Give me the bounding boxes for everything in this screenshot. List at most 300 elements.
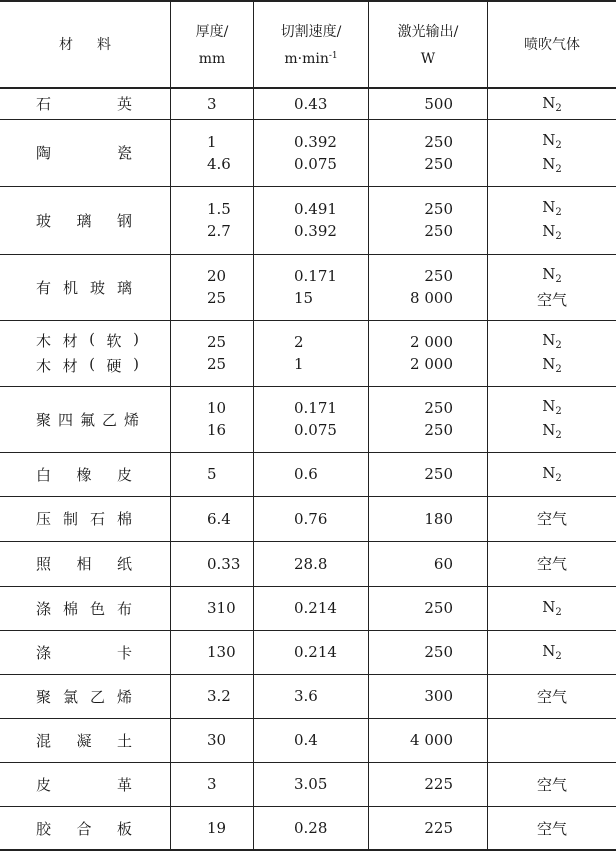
table-row bbox=[0, 586, 616, 630]
gas-lines bbox=[542, 397, 562, 441]
speed-cell bbox=[254, 806, 368, 850]
speed-cell-lines bbox=[254, 465, 318, 483]
thickness-value: 3.2 bbox=[207, 687, 231, 705]
material-char: 涤 bbox=[36, 643, 52, 662]
power-cell-lines bbox=[424, 95, 487, 113]
speed-cell bbox=[254, 320, 368, 386]
material-char: 卡 bbox=[116, 643, 132, 662]
power-cell bbox=[369, 88, 487, 119]
material-char: 皮 bbox=[116, 465, 132, 484]
gas-symbol: N bbox=[542, 264, 556, 283]
speed-cell-lines bbox=[254, 133, 337, 173]
gas-subscript: 2 bbox=[555, 473, 562, 484]
material-cell bbox=[0, 254, 170, 320]
row-divider bbox=[0, 630, 616, 631]
gas-subscript: 2 bbox=[555, 607, 562, 618]
material-name bbox=[36, 464, 132, 485]
thickness-cell bbox=[171, 496, 253, 541]
power-value: 60 bbox=[433, 554, 453, 573]
speed-value: 1 bbox=[294, 355, 304, 373]
speed-value: 0.6 bbox=[294, 465, 318, 483]
speed-value: 2 bbox=[294, 333, 304, 351]
gas-cell bbox=[488, 186, 616, 254]
material-lines bbox=[0, 210, 132, 231]
speed-cell-lines bbox=[254, 267, 337, 307]
gas-value bbox=[537, 686, 567, 707]
material-char: 机 bbox=[62, 278, 78, 297]
material-char: 有 bbox=[36, 278, 52, 297]
speed-cell-lines bbox=[254, 775, 327, 793]
power-cell-lines bbox=[434, 555, 487, 573]
thickness-value: 0.33 bbox=[207, 554, 241, 573]
material-name bbox=[36, 409, 139, 430]
gas-subscript: 2 bbox=[555, 340, 562, 351]
speed-value: 0.075 bbox=[294, 421, 337, 439]
gas-subscript: 2 bbox=[555, 651, 562, 662]
power-value: 250 bbox=[424, 200, 453, 218]
thickness-value: 1 bbox=[207, 132, 217, 151]
gas-symbol: 空气 bbox=[536, 775, 567, 794]
gas-lines bbox=[542, 331, 562, 375]
header-power: 激光输出/ W bbox=[397, 24, 459, 67]
gas-symbol: 空气 bbox=[536, 290, 567, 309]
material-char: 石 bbox=[36, 95, 52, 113]
thickness-value: 3 bbox=[207, 775, 217, 793]
thickness-cell-lines bbox=[171, 555, 240, 573]
thickness-cell-lines bbox=[171, 599, 236, 617]
power-value: 8 000 bbox=[410, 289, 453, 307]
material-char: 胶 bbox=[36, 819, 52, 838]
material-char: 皮 bbox=[36, 775, 52, 794]
material-lines bbox=[0, 508, 132, 529]
material-char: ( bbox=[89, 355, 95, 373]
gas-lines bbox=[537, 265, 567, 310]
power-cell-lines bbox=[424, 510, 487, 528]
gas-symbol: N bbox=[542, 93, 556, 112]
power-cell bbox=[369, 119, 487, 186]
power-value: 225 bbox=[424, 819, 453, 837]
material-cell bbox=[0, 762, 170, 806]
gas-subscript: 2 bbox=[555, 207, 562, 218]
material-cell bbox=[0, 386, 170, 452]
gas-symbol: 空气 bbox=[536, 555, 567, 573]
gas-symbol: N bbox=[542, 130, 556, 149]
gas-lines bbox=[542, 131, 562, 175]
thickness-cell-lines bbox=[171, 643, 236, 661]
gas-symbol: N bbox=[542, 331, 556, 349]
speed-value: 3.05 bbox=[294, 775, 328, 793]
material-char: ) bbox=[133, 330, 139, 348]
speed-cell bbox=[254, 630, 368, 674]
power-value: 2 000 bbox=[410, 355, 453, 373]
speed-cell bbox=[254, 496, 368, 541]
material-char: 璃 bbox=[76, 211, 92, 230]
material-char: 板 bbox=[116, 819, 132, 838]
material-char: 橡 bbox=[76, 465, 92, 484]
speed-cell bbox=[254, 386, 368, 452]
speed-cell-lines bbox=[254, 643, 337, 661]
speed-cell bbox=[254, 674, 368, 718]
thickness-value: 30 bbox=[207, 731, 227, 749]
material-char: 聚 bbox=[36, 687, 52, 706]
gas-lines bbox=[542, 642, 562, 662]
power-cell bbox=[369, 320, 487, 386]
thickness-cell bbox=[171, 806, 253, 850]
speed-cell bbox=[254, 586, 368, 630]
table-row bbox=[0, 88, 616, 119]
material-lines bbox=[0, 142, 132, 163]
gas-cell bbox=[488, 386, 616, 452]
gas-cell bbox=[488, 496, 616, 541]
gas-symbol: N bbox=[542, 198, 556, 216]
power-cell bbox=[369, 806, 487, 850]
thickness-cell bbox=[171, 88, 253, 119]
power-cell bbox=[369, 541, 487, 586]
table-row bbox=[0, 541, 616, 586]
thickness-cell bbox=[171, 452, 253, 496]
column-divider bbox=[368, 0, 369, 851]
power-cell-lines bbox=[424, 643, 487, 661]
material-char: 白 bbox=[36, 465, 52, 484]
gas-value bbox=[537, 774, 567, 795]
table-row bbox=[0, 254, 616, 320]
material-lines bbox=[0, 330, 139, 376]
gas-cell bbox=[488, 452, 616, 496]
thickness-cell bbox=[171, 119, 253, 186]
power-cell bbox=[369, 630, 487, 674]
material-cell bbox=[0, 674, 170, 718]
material-char: 色 bbox=[89, 599, 105, 618]
thickness-cell-lines bbox=[171, 510, 231, 528]
material-name bbox=[36, 210, 132, 231]
power-cell bbox=[369, 254, 487, 320]
power-value: 500 bbox=[424, 94, 453, 113]
gas-value bbox=[542, 642, 562, 662]
gas-cell bbox=[488, 254, 616, 320]
power-cell-lines bbox=[424, 399, 487, 439]
header-material: 材料 bbox=[59, 37, 135, 53]
material-char: 混 bbox=[36, 731, 52, 750]
material-char: 烯 bbox=[116, 687, 132, 706]
thickness-cell bbox=[171, 320, 253, 386]
row-divider bbox=[0, 718, 616, 719]
material-lines bbox=[0, 730, 132, 751]
material-cell bbox=[0, 320, 170, 386]
material-cell bbox=[0, 496, 170, 541]
material-char: 玻 bbox=[36, 211, 52, 230]
header-gas: 喷吹气体 bbox=[524, 37, 580, 53]
gas-lines bbox=[537, 686, 567, 707]
gas-value bbox=[542, 397, 562, 417]
material-lines bbox=[0, 598, 132, 619]
speed-cell-lines bbox=[254, 555, 327, 573]
gas-cell bbox=[488, 320, 616, 386]
speed-cell-lines bbox=[254, 687, 318, 705]
thickness-cell-lines bbox=[171, 333, 226, 373]
thickness-cell bbox=[171, 254, 253, 320]
speed-cell-lines bbox=[254, 200, 337, 240]
gas-cell bbox=[488, 762, 616, 806]
thickness-cell bbox=[171, 541, 253, 586]
speed-cell-lines bbox=[254, 731, 318, 749]
material-char: 棉 bbox=[116, 510, 132, 528]
thickness-cell-lines bbox=[171, 95, 217, 113]
material-cell bbox=[0, 718, 170, 762]
thickness-value: 2.7 bbox=[207, 222, 231, 240]
power-cell bbox=[369, 674, 487, 718]
thickness-value: 10 bbox=[207, 399, 227, 417]
gas-subscript: 2 bbox=[555, 430, 562, 441]
power-cell-lines bbox=[424, 133, 487, 173]
speed-cell bbox=[254, 452, 368, 496]
material-lines bbox=[0, 277, 132, 298]
gas-subscript: 2 bbox=[555, 102, 562, 114]
gas-symbol: N bbox=[542, 642, 556, 660]
power-cell-lines bbox=[410, 333, 487, 373]
thickness-cell bbox=[171, 630, 253, 674]
gas-value bbox=[542, 222, 562, 242]
material-cell bbox=[0, 186, 170, 254]
power-cell-lines bbox=[424, 465, 487, 483]
gas-cell bbox=[488, 806, 616, 850]
material-name bbox=[36, 774, 132, 795]
material-char: 石 bbox=[89, 510, 105, 528]
thickness-cell-lines bbox=[171, 819, 226, 837]
material-char: 玻 bbox=[89, 278, 105, 297]
material-name bbox=[36, 553, 132, 574]
speed-cell-lines bbox=[254, 95, 327, 113]
gas-lines bbox=[542, 94, 562, 114]
table-row bbox=[0, 119, 616, 186]
material-name bbox=[36, 598, 132, 619]
thickness-cell bbox=[171, 674, 253, 718]
material-lines bbox=[0, 553, 132, 574]
row-divider bbox=[0, 586, 616, 587]
power-value: 250 bbox=[424, 599, 453, 617]
thickness-value: 25 bbox=[207, 355, 227, 373]
power-value: 250 bbox=[424, 399, 453, 417]
thickness-cell-lines bbox=[171, 133, 231, 173]
speed-cell bbox=[254, 254, 368, 320]
gas-value bbox=[537, 553, 567, 574]
column-divider bbox=[487, 0, 488, 851]
gas-lines bbox=[542, 198, 562, 242]
material-char: 制 bbox=[62, 510, 78, 528]
table-row bbox=[0, 386, 616, 452]
thickness-value: 20 bbox=[207, 267, 227, 285]
power-cell-lines bbox=[410, 731, 487, 749]
material-char: 布 bbox=[116, 599, 132, 618]
material-char: 涤 bbox=[36, 599, 52, 618]
gas-lines bbox=[537, 553, 567, 574]
power-cell-lines bbox=[424, 775, 487, 793]
gas-value bbox=[542, 94, 562, 114]
gas-lines bbox=[542, 598, 562, 618]
material-char: 四 bbox=[57, 410, 73, 429]
gas-value bbox=[537, 818, 567, 839]
material-cell bbox=[0, 586, 170, 630]
power-value: 300 bbox=[424, 687, 453, 705]
power-cell-lines bbox=[424, 819, 487, 837]
material-name bbox=[36, 142, 132, 163]
material-char: 陶 bbox=[36, 144, 52, 162]
material-name bbox=[36, 277, 132, 298]
thickness-cell bbox=[171, 586, 253, 630]
material-char: 革 bbox=[116, 775, 132, 794]
material-char: 压 bbox=[36, 510, 52, 528]
gas-cell bbox=[488, 630, 616, 674]
table-row bbox=[0, 806, 616, 850]
speed-value: 0.392 bbox=[294, 222, 337, 240]
gas-symbol: N bbox=[542, 464, 556, 482]
thickness-value: 1.5 bbox=[207, 200, 231, 218]
gas-symbol: N bbox=[542, 421, 556, 439]
material-char: 纸 bbox=[116, 555, 132, 573]
gas-value bbox=[537, 508, 567, 529]
speed-value: 0.28 bbox=[294, 819, 328, 837]
material-char: 聚 bbox=[36, 410, 52, 429]
material-char: 土 bbox=[116, 731, 132, 750]
speed-cell bbox=[254, 119, 368, 186]
material-char: 硬 bbox=[106, 357, 122, 375]
row-divider bbox=[0, 186, 616, 187]
material-char: 材 bbox=[62, 332, 78, 350]
speed-cell-lines bbox=[254, 819, 327, 837]
material-lines bbox=[0, 464, 132, 485]
speed-cell-lines bbox=[254, 399, 337, 439]
power-cell-lines bbox=[410, 267, 487, 307]
material-char: 璃 bbox=[116, 278, 132, 297]
speed-cell bbox=[254, 718, 368, 762]
table-row bbox=[0, 320, 616, 386]
power-value: 250 bbox=[424, 154, 453, 173]
gas-value bbox=[542, 421, 562, 441]
speed-value: 3.6 bbox=[294, 687, 318, 705]
material-name bbox=[36, 330, 139, 351]
material-char: 钢 bbox=[116, 211, 132, 230]
power-value: 250 bbox=[424, 465, 453, 483]
material-char: ) bbox=[133, 355, 139, 373]
material-char: 氯 bbox=[62, 687, 78, 706]
gas-value bbox=[542, 331, 562, 351]
table-row bbox=[0, 496, 616, 541]
thickness-cell-lines bbox=[171, 731, 226, 749]
material-lines bbox=[0, 686, 132, 707]
gas-cell bbox=[488, 88, 616, 119]
material-cell bbox=[0, 119, 170, 186]
table-row bbox=[0, 186, 616, 254]
speed-cell bbox=[254, 541, 368, 586]
thickness-cell bbox=[171, 186, 253, 254]
gas-cell bbox=[488, 119, 616, 186]
gas-symbol: N bbox=[542, 598, 556, 616]
thickness-value: 4.6 bbox=[207, 154, 231, 173]
material-char: 材 bbox=[62, 357, 78, 375]
material-name bbox=[36, 818, 132, 839]
gas-value bbox=[542, 155, 562, 175]
power-cell bbox=[369, 762, 487, 806]
material-char: 照 bbox=[36, 555, 52, 573]
thickness-cell bbox=[171, 718, 253, 762]
speed-value: 0.214 bbox=[294, 599, 337, 617]
speed-value: 0.075 bbox=[294, 154, 337, 173]
gas-subscript: 2 bbox=[555, 139, 562, 151]
table-row bbox=[0, 718, 616, 762]
speed-cell-lines bbox=[254, 599, 337, 617]
row-divider bbox=[0, 762, 616, 763]
material-char: 木 bbox=[36, 332, 52, 350]
gas-cell bbox=[488, 718, 616, 762]
row-divider bbox=[0, 806, 616, 807]
thickness-value: 310 bbox=[207, 599, 236, 617]
thickness-cell-lines bbox=[171, 200, 231, 240]
thickness-value: 19 bbox=[207, 819, 227, 837]
gas-value bbox=[542, 355, 562, 375]
thickness-value: 130 bbox=[207, 643, 236, 661]
material-cell bbox=[0, 630, 170, 674]
power-cell bbox=[369, 586, 487, 630]
power-cell-lines bbox=[424, 200, 487, 240]
material-lines bbox=[0, 774, 132, 795]
material-char: 乙 bbox=[101, 410, 117, 429]
gas-subscript: 2 bbox=[555, 163, 562, 175]
gas-cell bbox=[488, 674, 616, 718]
gas-symbol: 空气 bbox=[536, 819, 567, 838]
material-name bbox=[36, 730, 132, 751]
header-speed: 切割速度/ $m\cdot\min^{-1}$ bbox=[280, 24, 342, 67]
power-value: 250 bbox=[424, 222, 453, 240]
power-cell-lines bbox=[424, 599, 487, 617]
thickness-value: 3 bbox=[207, 94, 217, 113]
gas-value bbox=[537, 265, 567, 285]
speed-value: 0.4 bbox=[294, 731, 318, 749]
power-value: 2 000 bbox=[410, 333, 453, 351]
speed-value: 0.392 bbox=[294, 132, 337, 151]
material-name bbox=[36, 642, 132, 663]
material-char: 木 bbox=[36, 357, 52, 375]
gas-symbol: N bbox=[542, 397, 556, 415]
gas-symbol: 空气 bbox=[536, 687, 567, 706]
gas-symbol: N bbox=[542, 154, 556, 173]
material-char: 氟 bbox=[79, 410, 95, 429]
speed-cell bbox=[254, 88, 368, 119]
material-char: 烯 bbox=[123, 410, 139, 429]
row-divider bbox=[0, 0, 616, 2]
gas-subscript: 2 bbox=[555, 406, 562, 417]
gas-symbol: N bbox=[542, 222, 556, 240]
thickness-cell-lines bbox=[171, 465, 217, 483]
thickness-cell-lines bbox=[171, 687, 231, 705]
material-lines bbox=[0, 642, 132, 663]
table-row bbox=[0, 452, 616, 496]
power-value: 4 000 bbox=[410, 731, 453, 749]
gas-cell bbox=[488, 586, 616, 630]
power-cell bbox=[369, 496, 487, 541]
speed-value: 0.171 bbox=[294, 399, 337, 417]
thickness-cell-lines bbox=[171, 399, 226, 439]
power-value: 250 bbox=[424, 267, 453, 285]
column-divider bbox=[253, 0, 254, 851]
material-char: 棉 bbox=[62, 599, 78, 618]
thickness-cell bbox=[171, 762, 253, 806]
row-divider bbox=[0, 119, 616, 120]
speed-value: 0.214 bbox=[294, 643, 337, 661]
table-header bbox=[0, 0, 616, 88]
power-cell bbox=[369, 186, 487, 254]
table-row bbox=[0, 762, 616, 806]
thickness-cell-lines bbox=[171, 775, 217, 793]
gas-value bbox=[537, 289, 567, 310]
